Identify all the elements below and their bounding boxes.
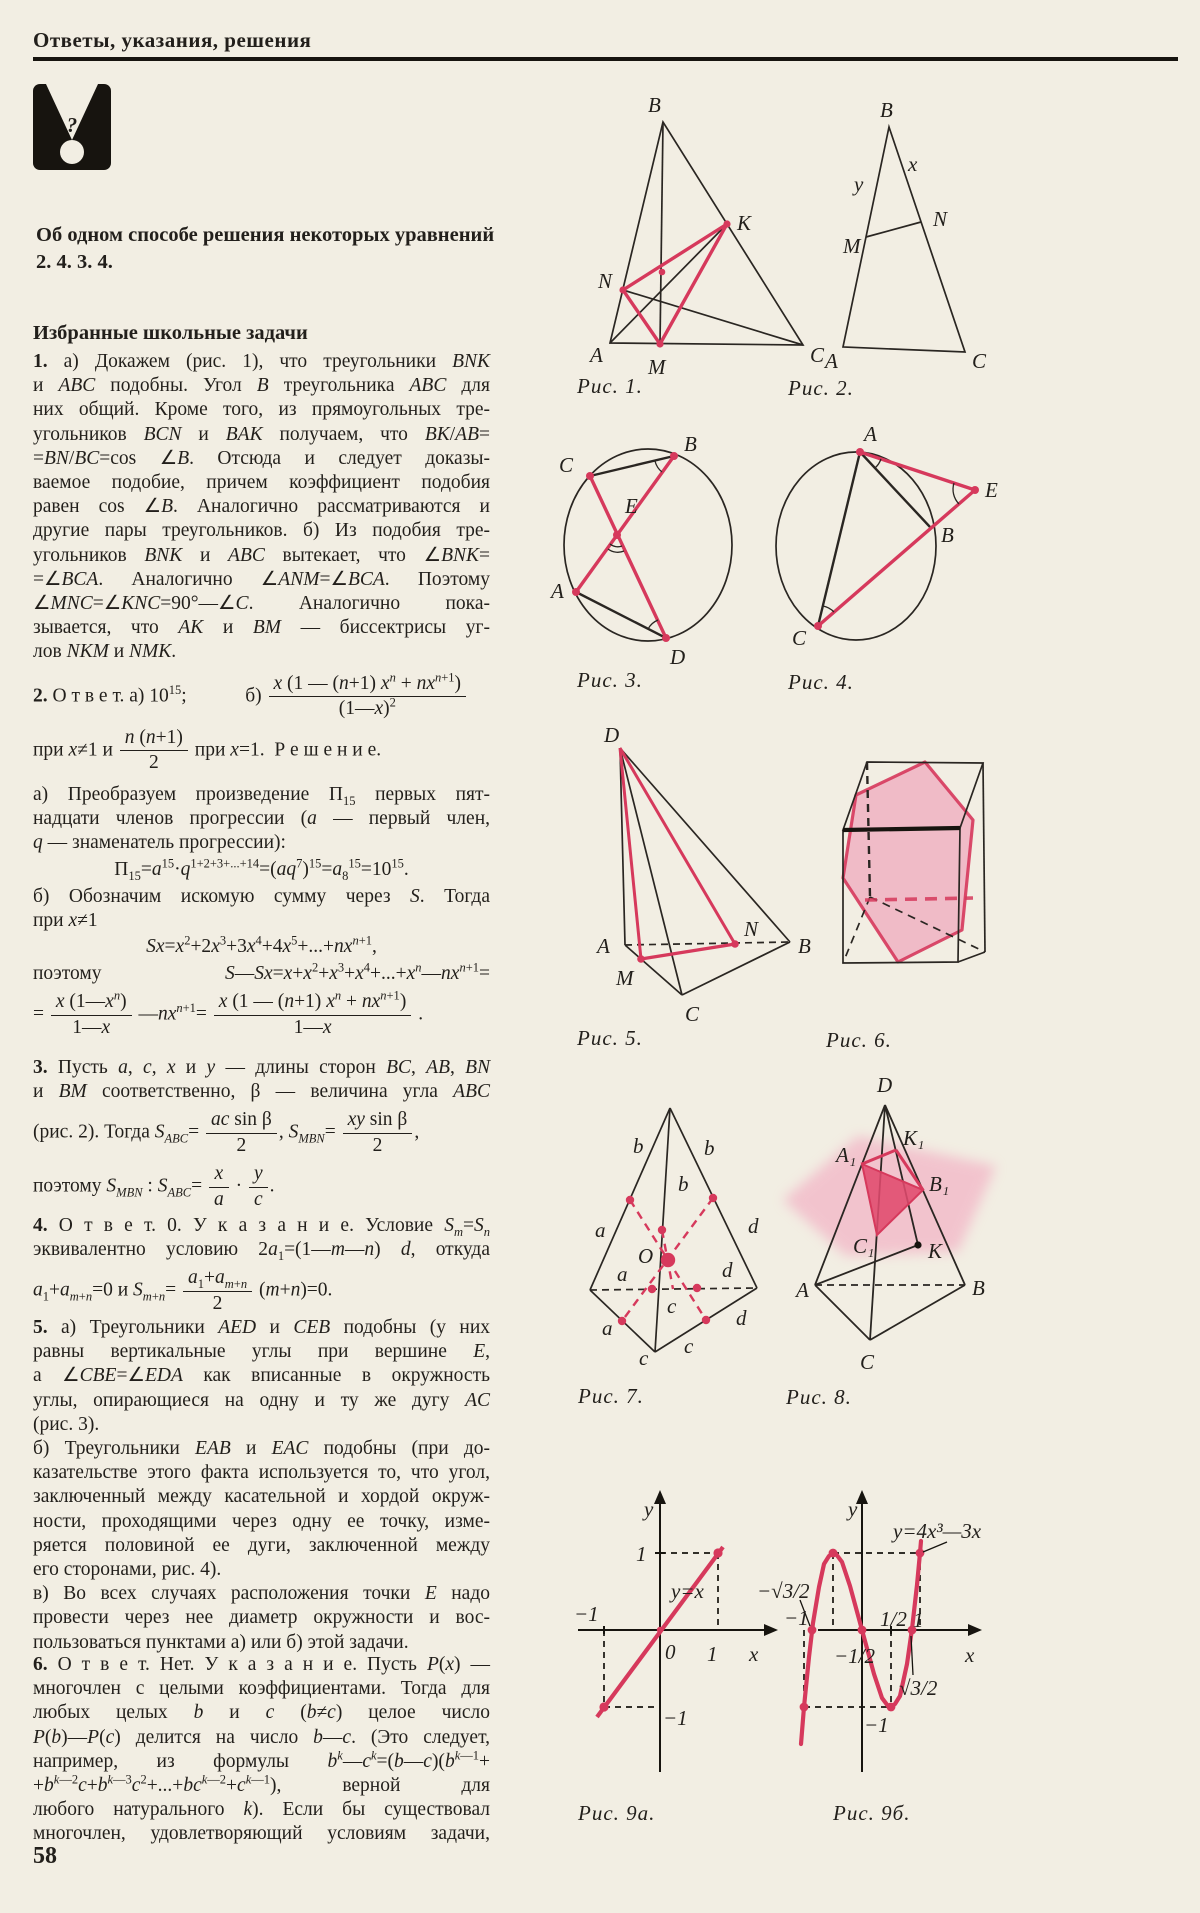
svg-text:1: 1 [707, 1642, 718, 1666]
text-line: любых целых b и c (b≠c) целое число [33, 1702, 490, 1724]
text-line: ности, проходящими через одну ее точку, изме- [33, 1510, 490, 1532]
svg-text:B: B [684, 432, 697, 456]
text-line: при x≠1 [33, 909, 98, 931]
svg-text:1/2: 1/2 [880, 1607, 907, 1631]
svg-text:B: B [798, 934, 811, 958]
svg-text:N: N [598, 269, 613, 293]
figure-1-points [619, 220, 730, 347]
svg-text:D: D [604, 723, 620, 747]
svg-text:−1/2: −1/2 [834, 1644, 876, 1668]
text-line: поэтому $S—Sx=x+x^2+x^3+x^4+...+x^n—nx^{n+1}=$ [33, 960, 490, 985]
article-title [36, 222, 506, 276]
text-line: 2. О т в е т. а) $10^{15}$; б) x (1 — (n+1) $x^n + nx^{n+1}$) (1—x)$^2$ [33, 673, 490, 721]
svg-text:C: C [972, 349, 987, 373]
text-line: 1. а) Докажем (рис. 1), что треугольники BNK [33, 351, 490, 372]
caption-fig2: Рис. 2. [788, 376, 854, 400]
paragraph-1 [33, 350, 490, 665]
text-line: 3. Пусть a, c, x и y — длины сторон BC, AB, BN [33, 1057, 491, 1078]
section-heading: Избранные школьные задачи [33, 322, 308, 344]
text-line: лов NKM и NMK. [33, 641, 177, 663]
figure-7-labels [595, 1134, 759, 1370]
svg-text:A: A [590, 343, 603, 367]
text-line: угольников BNK и ABC вытекает, что ∠BNK= [33, 544, 490, 566]
text-line: ряется половиной ее дуги, заключенной между [33, 1534, 490, 1556]
figure-1-triangle [610, 122, 803, 345]
text-line: его сторонами, рис. 4). [33, 1559, 222, 1581]
figure-9a-labels [574, 1497, 759, 1730]
svg-text:−1: −1 [663, 1706, 688, 1730]
svg-text:?: ? [66, 113, 78, 137]
text-line: них общий. Кроме того, из прямоугольных тре- [33, 399, 490, 421]
text-line: б) Треугольники EAB и EAC подобны (при до- [33, 1438, 490, 1460]
text-line: заключенный между касательной и хордой окруж- [33, 1486, 490, 1508]
text-line: б) Обозначим искомую сумму через S. Тогда [33, 885, 490, 907]
text-line: в) Во всех случаях расположения точки E надо [33, 1583, 490, 1605]
article-title-line2: 2. 4. 3. 4. [36, 251, 113, 273]
svg-text:−1: −1 [864, 1713, 889, 1737]
answer-2 [33, 668, 490, 781]
text-line: например, из формулы $b^k—c^k=(b—c)(b^{k—1}+$ [33, 1748, 490, 1772]
text-line: $+b^{k—2}c+b^{k—3}c^2+...+bc^{k—2}+c^{k—1}$), верной для [33, 1772, 490, 1797]
svg-text:D: D [877, 1073, 893, 1097]
svg-text:a: a [595, 1218, 606, 1242]
text-line: (рис. 2). Тогда $S_{ABC}=$ $\frac{\text{ac sin β}}{2}$ , $S_{MBN}=$ $\frac{\text{xy sin β}}{2}$ , [33, 1109, 420, 1156]
text-line: углы, опирающиеся на одну и ту же дугу AC [33, 1389, 490, 1411]
svg-text:C: C [810, 343, 825, 367]
page-header: Ответы, указания, решения [33, 28, 312, 52]
caption-fig7: Рис. 7. [578, 1384, 644, 1408]
svg-text:0: 0 [665, 1640, 676, 1664]
text-line: (рис. 3). [33, 1413, 100, 1435]
svg-text:b: b [678, 1172, 689, 1196]
text-line: при x≠1 и $\frac{n (n+1)}{2}$ при x=1. Р е ш е н и е. [33, 726, 382, 774]
text-line: пользоваться пунктами а) или б) этой задачи. [33, 1631, 409, 1653]
text-line: зывается, что AK и BM — биссектрисы уг- [33, 617, 490, 639]
svg-text:M: M [616, 966, 634, 990]
text-line: и BM соответственно, β — величина угла ABC [33, 1081, 490, 1103]
text-line: равны вертикальные углы при вершине E, [33, 1341, 490, 1363]
svg-text:y: y [644, 1497, 654, 1521]
text-line: 4. О т в е т. 0. У к а з а н и е. Условие $S_m=S_n$ [33, 1215, 490, 1239]
text-line: угольников BCN и BAK получаем, что BK/AB= [33, 423, 490, 445]
svg-text:b: b [633, 1134, 644, 1158]
text-line: =∠BCA. Аналогично ∠ANM=∠BCA. Поэтому [33, 568, 490, 590]
svg-text:M: M [648, 355, 666, 379]
svg-text:y: y [848, 1497, 858, 1521]
text-line: $П_{15}=a^{15}\cdot q^{1+2+3+...+14}=(aq^7)^{15}=a_8^{15}=10^{15}$. [114, 856, 409, 883]
svg-text:A: A [825, 349, 838, 373]
svg-text:x: x [965, 1643, 975, 1667]
svg-text:d: d [736, 1306, 747, 1330]
text-line: а) Преобразуем произведение $П_{15}$ первых пят- [33, 784, 490, 808]
caption-fig8: Рис. 8. [786, 1385, 852, 1409]
text-line: равен cos ∠B. Аналогично рассматриваются и [33, 496, 490, 518]
figure-6-cube-section [843, 762, 985, 963]
svg-text:K: K [928, 1239, 943, 1263]
svg-text:b: b [704, 1136, 715, 1160]
caption-fig3: Рис. 3. [577, 668, 643, 692]
text-line: провести через нее диаметр окружности и вос- [33, 1607, 490, 1629]
svg-text:y=4x³—3x: y=4x³—3x [893, 1519, 982, 1543]
text-line: многочлен с целыми коэффициентами. Тогда для [33, 1678, 490, 1700]
svg-text:C: C [685, 1002, 700, 1026]
svg-text:E: E [625, 494, 638, 518]
paragraph-4 [33, 1214, 490, 1321]
text-line: любого натурального k). Если бы существовал [33, 1799, 490, 1821]
svg-text:c: c [667, 1294, 677, 1318]
svg-text:C: C [792, 626, 807, 650]
svg-text:x: x [749, 1642, 759, 1666]
svg-text:A: A [551, 579, 564, 603]
figure-8-tetrahedron-section [783, 1105, 996, 1340]
svg-text:1: 1 [913, 1608, 924, 1632]
paragraph-6 [33, 1653, 490, 1847]
svg-text:√3/2: √3/2 [899, 1676, 938, 1700]
svg-text:a: a [602, 1316, 613, 1340]
text-line: 6. О т в е т. Нет. У к а з а н и е. Пусть P(x) — [33, 1654, 490, 1675]
caption-fig6: Рис. 6. [826, 1028, 892, 1052]
svg-text:C₁: C₁ [853, 1234, 875, 1258]
paragraph-5 [33, 1316, 490, 1655]
text-line: q — знаменатель прогрессии): [33, 832, 286, 854]
svg-text:y=x: y=x [671, 1579, 704, 1603]
text-line: P(b)—P(c) делится на число b—c. (Это следует, [33, 1726, 491, 1748]
svg-text:B: B [648, 93, 661, 117]
figure-5-tetrahedron [620, 748, 790, 995]
svg-text:A: A [796, 1278, 809, 1302]
text-line: другие пары треугольников. б) Из подобия тре- [33, 520, 490, 542]
text-line: а ∠CBE=∠EDA как вписанные в окружность [33, 1365, 490, 1387]
text-line: = $\frac{x (1—x^n)}{1—x}$ $—nx^{n+1}=$ x (1 — (n+1) $x^n + nx^{n+1}$) 1—x . [33, 988, 424, 1038]
text-line: и ABC подобны. Угол B треугольника ABC для [33, 375, 490, 397]
text-line: 5. а) Треугольники AED и CEB подобны (у них [33, 1317, 491, 1338]
svg-text:A: A [864, 422, 877, 446]
article-title-line1: Об одном способе решения некоторых уравнений [36, 224, 495, 246]
svg-text:B₁: B₁ [929, 1172, 950, 1196]
svg-text:d: d [722, 1258, 733, 1282]
svg-text:A: A [597, 934, 610, 958]
figure-2-triangle [843, 127, 965, 352]
svg-text:C: C [860, 1350, 875, 1374]
svg-text:N: N [744, 917, 759, 941]
text-line: ваемое подобие, причем коэффициент подобия [33, 472, 490, 494]
svg-text:K: K [737, 211, 752, 235]
figure-4-labels [792, 422, 998, 650]
svg-text:c: c [684, 1334, 694, 1358]
svg-text:c: c [639, 1346, 649, 1370]
svg-text:M: M [843, 234, 861, 258]
caption-fig9a: Рис. 9а. [578, 1801, 656, 1825]
svg-text:D: D [670, 645, 686, 669]
text-line: надцати членов прогрессии (a — первый член, [33, 808, 491, 830]
caption-fig1: Рис. 1. [577, 374, 643, 398]
text-line: эквивалентно условию $2a_1=(1—m—n)$ d, откуда [33, 1239, 491, 1264]
svg-text:E: E [985, 478, 998, 502]
svg-text:K₁: K₁ [903, 1126, 925, 1150]
figure-9b-labels [757, 1497, 982, 1737]
text-line: казательстве этого факта используется то, что угол, [33, 1462, 490, 1484]
svg-text:B: B [941, 523, 954, 547]
svg-text:B: B [972, 1276, 985, 1300]
svg-text:B: B [880, 98, 893, 122]
svg-text:−1: −1 [784, 1606, 809, 1630]
text-line: $a_1+a_{m+n}=0$ и $S_{m+n}=$ $\frac{a_1+a_{m+n}}{2}$ (m+n)=0. [33, 1267, 333, 1314]
figure-2-labels [823, 98, 987, 373]
svg-text:1: 1 [636, 1542, 647, 1566]
svg-text:d: d [748, 1214, 759, 1238]
text-line: $Sx=x^2+2x^3+3x^4+4x^5+...+nx^{n+1}$, [146, 933, 377, 958]
svg-text:a: a [617, 1262, 628, 1286]
svg-text:x: x [908, 152, 918, 176]
svg-text:C: C [559, 453, 574, 477]
solution-2 [33, 783, 490, 1045]
caption-fig9b: Рис. 9б. [833, 1801, 911, 1825]
question-mark-logo [33, 84, 111, 170]
caption-fig5: Рис. 5. [577, 1026, 643, 1050]
paragraph-3 [33, 1056, 490, 1217]
svg-text:y: y [854, 172, 864, 196]
figure-5-labels [595, 723, 811, 1026]
caption-fig4: Рис. 4. [788, 670, 854, 694]
page-number: 58 [33, 1843, 57, 1869]
svg-text:−√3/2: −√3/2 [757, 1579, 810, 1603]
svg-text:O: O [638, 1244, 654, 1268]
svg-text:−1: −1 [574, 1602, 599, 1626]
text-line: многочлен, удовлетворяющий условиям задачи, [33, 1823, 490, 1845]
text-line: поэтому $S_{MBN}$ : $S_{ABC}=$ $\frac{x}{a}$ · $\frac{y}{c}$ . [33, 1163, 275, 1210]
svg-text:A₁: A₁ [836, 1143, 857, 1167]
svg-text:N: N [933, 207, 948, 231]
text-line: ∠MNC=∠KNC=90°—∠C. Аналогично пока- [33, 593, 490, 615]
text-line: =BN/BC=cos ∠B. Отсюда и следует доказы- [33, 447, 490, 469]
